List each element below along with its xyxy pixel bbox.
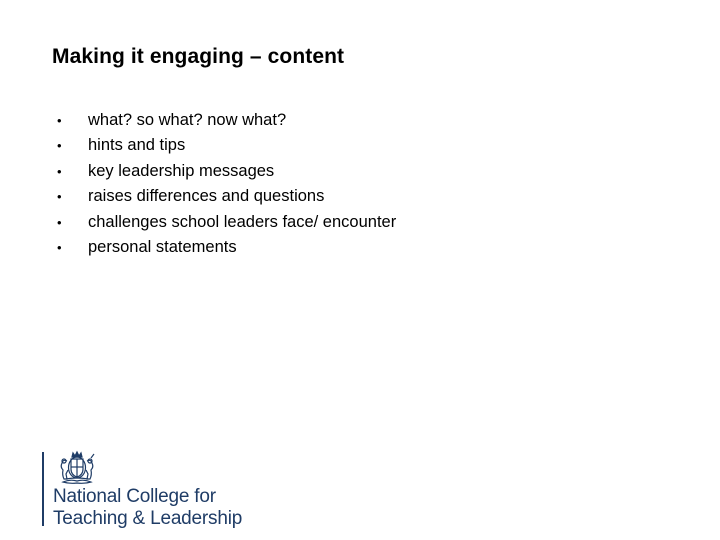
ncl-logo <box>42 450 282 532</box>
bullet-text: challenges school leaders face/ encounter <box>88 212 397 231</box>
bullet-icon: • <box>57 239 62 255</box>
bullet-item <box>52 108 396 133</box>
bullet-item <box>52 210 396 235</box>
bullet-text: raises differences and questions <box>88 187 325 206</box>
bullet-icon: • <box>57 113 62 128</box>
bullet-text: key leadership messages <box>88 161 275 180</box>
bullet-item <box>52 133 396 158</box>
bullet-icon: • <box>57 189 62 205</box>
logo-divider <box>42 452 44 526</box>
slide-title: Making it engaging – content <box>52 45 345 68</box>
bullet-text: hints and tips <box>88 136 186 155</box>
royal-coat-of-arms-icon <box>54 450 100 486</box>
bullet-item <box>52 159 396 184</box>
logo-text-line-2: Teaching & Leadership <box>53 508 243 529</box>
bullet-item <box>52 235 396 260</box>
bullet-icon: • <box>57 163 62 179</box>
bullet-text: what? so what? now what? <box>88 111 287 129</box>
bullet-icon: • <box>57 214 62 230</box>
bullet-item <box>52 184 396 209</box>
logo-text-line-1: National College for <box>53 486 216 507</box>
bullet-list <box>52 108 396 260</box>
bullet-text: personal statements <box>88 237 237 256</box>
bullet-icon: • <box>57 138 62 154</box>
